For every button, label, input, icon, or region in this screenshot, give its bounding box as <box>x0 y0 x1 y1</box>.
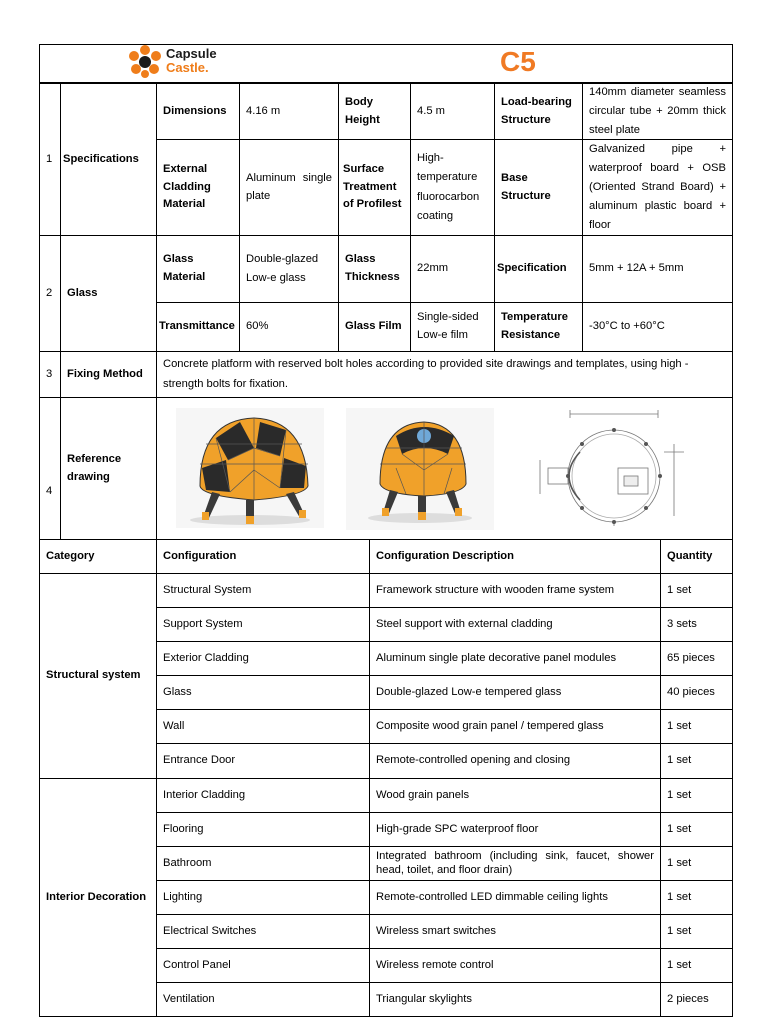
spec-name: Temperature Resistance <box>494 302 583 352</box>
config-desc: Steel support with external cladding <box>369 607 661 642</box>
config-desc: Remote-controlled opening and closing <box>369 743 661 779</box>
spec-value: 4.16 m <box>239 83 339 140</box>
spec-name: Glass Thickness <box>338 235 411 303</box>
floor-plan-drawing <box>514 404 714 528</box>
config-desc: Triangular skylights <box>369 982 661 1017</box>
config-item: Exterior Cladding <box>156 641 370 676</box>
config-desc: Wireless remote control <box>369 948 661 983</box>
config-qty: 1 set <box>660 573 733 608</box>
config-item: Bathroom <box>156 846 370 881</box>
config-desc: Integrated bathroom (including sink, faucet, shower head, toilet, and floor drain) <box>369 846 661 881</box>
config-qty: 2 pieces <box>660 982 733 1017</box>
config-item: Entrance Door <box>156 743 370 779</box>
reference-no: 4 <box>39 397 61 540</box>
spec-name: Transmittance <box>156 302 240 352</box>
config-desc: Wireless smart switches <box>369 914 661 949</box>
model-code: C5 <box>500 46 536 77</box>
spec-value: High-temperature fluorocarbon coating <box>410 139 495 236</box>
config-item: Structural System <box>156 573 370 608</box>
config-item: Glass <box>156 675 370 710</box>
spec-name: External Cladding Material <box>156 139 240 236</box>
config-desc: Double-glazed Low-e tempered glass <box>369 675 661 710</box>
spec-name: Specification <box>494 235 583 303</box>
config-item: Lighting <box>156 880 370 915</box>
config-qty: 1 set <box>660 778 733 813</box>
config-qty: 40 pieces <box>660 675 733 710</box>
config-desc: Remote-controlled LED dimmable ceiling lights <box>369 880 661 915</box>
config-item: Wall <box>156 709 370 744</box>
spec-name: Dimensions <box>156 83 240 140</box>
spec-name: Base Structure <box>494 139 583 236</box>
config-item: Flooring <box>156 812 370 847</box>
spec-value: 140mm diameter seamless circular tube + 20mm thick steel plate <box>582 83 733 140</box>
config-desc: Composite wood grain panel / tempered glass <box>369 709 661 744</box>
spec-name: Load-bearing Structure <box>494 83 583 140</box>
config-item: Interior Cladding <box>156 778 370 813</box>
config-qty: 1 set <box>660 846 733 881</box>
spec-value: Galvanized pipe + waterproof board + OSB (Oriented Strand Board) + aluminum plastic board + floor <box>582 139 733 236</box>
spec-label-1: Specifications <box>60 83 157 236</box>
config-item: Support System <box>156 607 370 642</box>
spec-value: Aluminum single plate <box>239 139 339 236</box>
config-desc: High-grade SPC waterproof floor <box>369 812 661 847</box>
spec-value: Double-glazed Low-e glass <box>239 235 339 303</box>
spec-value: Single-sided Low-e film <box>410 302 495 352</box>
fixing-text: Concrete platform with reserved bolt holes according to provided site drawings and templates, using high -strength bolts for fixation. <box>156 351 733 398</box>
spec-name: Glass Film <box>338 302 411 352</box>
spec-value: 4.5 m <box>410 83 495 140</box>
spec-value: 60% <box>239 302 339 352</box>
fixing-no: 3 <box>39 351 61 398</box>
spec-no-2: 2 <box>39 235 61 352</box>
spec-value: 5mm + 12A + 5mm <box>582 235 733 303</box>
config-item: Control Panel <box>156 948 370 983</box>
capsule-render-side-image <box>346 408 494 530</box>
spec-name: Surface Treatment of Profilest <box>338 139 411 236</box>
config-category: Structural system <box>39 573 157 779</box>
reference-label: Reference drawing <box>60 397 157 540</box>
config-qty: 1 set <box>660 743 733 779</box>
spec-name: Body Height <box>338 83 411 140</box>
config-qty: 65 pieces <box>660 641 733 676</box>
logo-flower-icon <box>126 44 164 80</box>
config-qty: 1 set <box>660 948 733 983</box>
spec-value: 22mm <box>410 235 495 303</box>
fixing-label: Fixing Method <box>60 351 157 398</box>
config-desc: Wood grain panels <box>369 778 661 813</box>
capsule-render-front-image <box>176 408 324 528</box>
config-desc: Aluminum single plate decorative panel modules <box>369 641 661 676</box>
config-category: Interior Decoration <box>39 778 157 1017</box>
spec-no-1: 1 <box>39 83 61 236</box>
config-desc: Framework structure with wooden frame system <box>369 573 661 608</box>
logo <box>166 47 217 75</box>
spec-label-2: Glass <box>60 235 157 352</box>
spec-name: Glass Material <box>156 235 240 303</box>
spec-value: -30°C to +60°C <box>582 302 733 352</box>
config-qty: 1 set <box>660 709 733 744</box>
config-item: Ventilation <box>156 982 370 1017</box>
config-header-configuration: Configuration <box>156 539 370 574</box>
logo-line2: Castle. <box>166 60 209 75</box>
config-header-description: Configuration Description <box>369 539 661 574</box>
config-qty: 1 set <box>660 914 733 949</box>
config-qty: 1 set <box>660 812 733 847</box>
logo-line1: Capsule <box>166 46 217 61</box>
config-qty: 3 sets <box>660 607 733 642</box>
config-header-quantity: Quantity <box>660 539 733 574</box>
config-header-category: Category <box>39 539 157 574</box>
config-item: Electrical Switches <box>156 914 370 949</box>
config-qty: 1 set <box>660 880 733 915</box>
